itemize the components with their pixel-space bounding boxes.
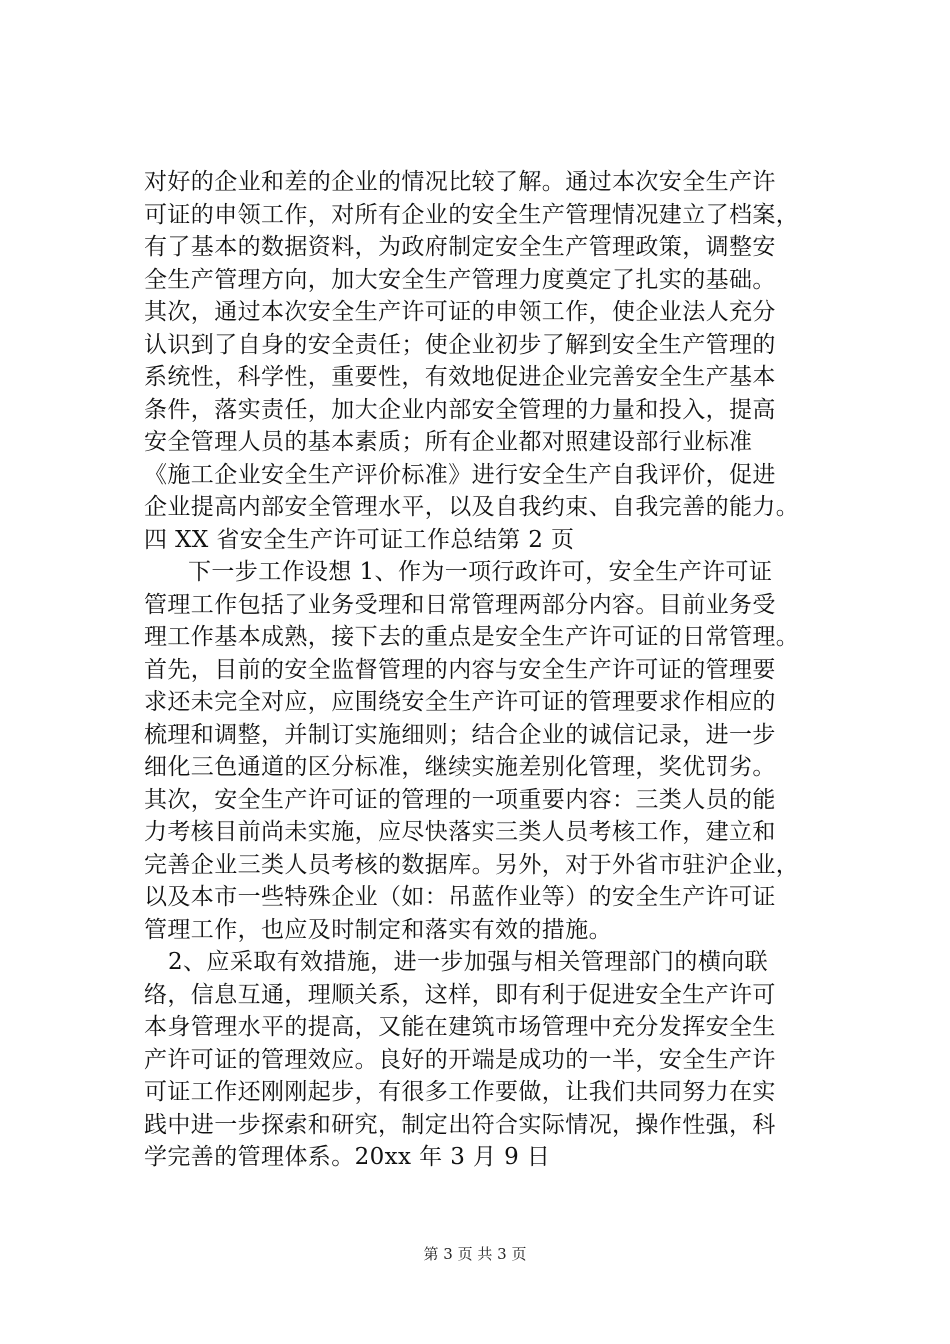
text-line: 管理工作包括了业务受理和日常管理两部分内容。目前业务受 (144, 591, 776, 618)
text-line: 细化三色通道的区分标准，继续实施差别化管理，奖优罚劣。 (144, 754, 776, 780)
text-line: 梳理和调整，并制订实施细则；结合企业的诚信记录，进一步 (144, 721, 776, 748)
text-line: 完善企业三类人员考核的数据库。另外，对于外省市驻沪企业， (144, 851, 800, 878)
text-line: 络，信息互通，理顺关系，这样，即有利于促进安全生产许可 (144, 981, 776, 1008)
text-line: 首先，目前的安全监督管理的内容与安全生产许可证的管理要 (144, 656, 776, 683)
text-line: 对好的企业和差的企业的情况比较了解。通过本次安全生产许 (144, 169, 776, 195)
text-line: 企业提高内部安全管理水平，以及自我约束、自我完善的能力。 (144, 494, 800, 520)
text-line: 认识到了自身的安全责任；使企业初步了解到安全生产管理的 (144, 331, 776, 358)
text-line: 学完善的管理体系。20xx 年 3 月 9 日 (144, 1144, 551, 1170)
page-footer: 第 3 页 共 3 页 (423, 1245, 527, 1263)
text-line: 有了基本的数据资料，为政府制定安全生产管理政策，调整安 (144, 234, 776, 260)
text-line: 求还未完全对应，应围绕安全生产许可证的管理要求作相应的 (144, 689, 776, 715)
text-line: 安全管理人员的基本素质；所有企业都对照建设部行业标准 (144, 429, 753, 455)
text-line: 2、应采取有效措施，进一步加强与相关管理部门的横向联 (168, 949, 769, 975)
text-line: 可证的申领工作，对所有企业的安全生产管理情况建立了档案， (144, 201, 800, 228)
text-line: 条件，落实责任，加大企业内部安全管理的力量和投入，提高 (144, 396, 776, 423)
text-line: 践中进一步探索和研究，制定出符合实际情况，操作性强，科 (144, 1111, 776, 1138)
text-line: 本身管理水平的提高，又能在建筑市场管理中充分发挥安全生 (144, 1014, 776, 1040)
text-line: 其次，通过本次安全生产许可证的申领工作，使企业法人充分 (144, 299, 776, 325)
text-line: 产许可证的管理效应。良好的开端是成功的一半，安全生产许 (144, 1046, 776, 1073)
text-line: 力考核目前尚未实施，应尽快落实三类人员考核工作，建立和 (144, 819, 776, 845)
text-line: 其次，安全生产许可证的管理的一项重要内容：三类人员的能 (144, 786, 776, 813)
text-line: 管理工作，也应及时制定和落实有效的措施。 (144, 916, 612, 943)
section-heading: 四 XX 省安全生产许可证工作总结第 2 页 (144, 526, 575, 553)
document-body (144, 166, 834, 1174)
text-line: 系统性，科学性，重要性，有效地促进企业完善安全生产基本 (144, 364, 776, 390)
text-line: 理工作基本成熟，接下去的重点是安全生产许可证的日常管理。 (144, 624, 800, 650)
text-line: 《施工企业安全生产评价标准》进行安全生产自我评价，促进 (144, 461, 776, 488)
text-line: 全生产管理方向，加大安全生产管理力度奠定了扎实的基础。 (144, 266, 776, 293)
text-line: 以及本市一些特殊企业（如：吊蓝作业等）的安全生产许可证 (144, 884, 776, 910)
text-line: 下一步工作设想 1、作为一项行政许可，安全生产许可证 (188, 559, 773, 585)
text-line: 可证工作还刚刚起步，有很多工作要做，让我们共同努力在实 (144, 1079, 776, 1105)
